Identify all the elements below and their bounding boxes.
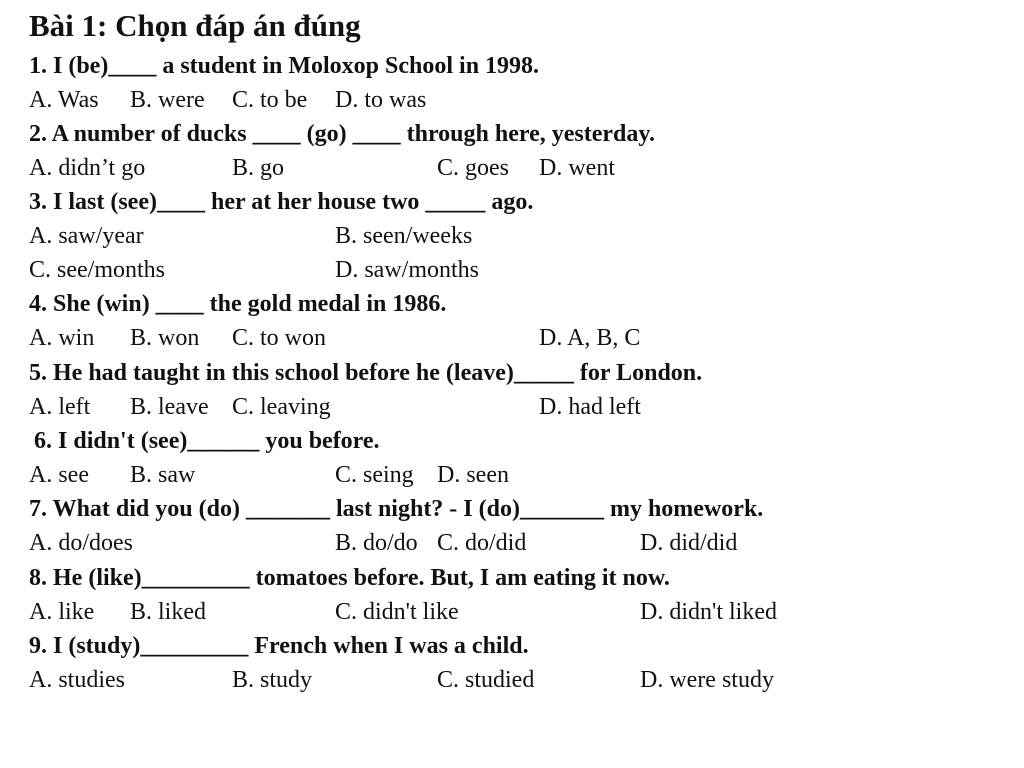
q2-option-a: A. didn’t go (29, 155, 146, 181)
q3-option-b: B. seen/weeks (335, 223, 473, 249)
q9-option-d: D. were study (640, 667, 774, 693)
question-9: 9. I (study)_________ French when I was a child. (29, 633, 529, 659)
q4-option-b: B. won (130, 325, 200, 351)
q7-option-b: B. do/do (335, 530, 418, 556)
q1-option-b: B. were (130, 87, 205, 113)
q5-option-a: A. left (29, 394, 91, 420)
q2-option-d: D. went (539, 155, 615, 181)
q9-option-b: B. study (232, 667, 313, 693)
q8-option-b: B. liked (130, 599, 206, 625)
q3-option-d: D. saw/months (335, 257, 479, 283)
question-4: 4. She (win) ____ the gold medal in 1986. (29, 291, 447, 317)
q4-option-a: A. win (29, 325, 95, 351)
q4-option-c: C. to won (232, 325, 327, 351)
q5-option-c: C. leaving (232, 394, 331, 420)
q1-option-d: D. to was (335, 87, 427, 113)
q8-option-a: A. like (29, 599, 95, 625)
q8-option-d: D. didn't liked (640, 599, 777, 625)
q4-option-d: D. A, B, C (539, 325, 641, 351)
q6-option-d: D. seen (437, 462, 509, 488)
q7-option-c: C. do/did (437, 530, 527, 556)
q5-option-d: D. had left (539, 394, 641, 420)
q8-option-c: C. didn't like (335, 599, 459, 625)
page-title: Bài 1: Chọn đáp án đúng (29, 8, 361, 43)
q6-option-b: B. saw (130, 462, 196, 488)
q9-option-c: C. studied (437, 667, 535, 693)
q3-option-a: A. saw/year (29, 223, 144, 249)
q7-option-a: A. do/does (29, 530, 133, 556)
q1-option-a: A. Was (29, 87, 99, 113)
question-5: 5. He had taught in this school before he (leave)_____ for London. (29, 360, 703, 386)
question-3: 3. I last (see)____ her at her house two _____ ago. (29, 189, 534, 215)
q3-option-c: C. see/months (29, 257, 165, 283)
q9-option-a: A. studies (29, 667, 125, 693)
q5-option-b: B. leave (130, 394, 209, 420)
q6-option-c: C. seing (335, 462, 414, 488)
question-6: 6. I didn't (see)______ you before. (34, 428, 380, 454)
question-2: 2. A number of ducks ____ (go) ____ through here, yesterday. (29, 121, 656, 147)
q1-option-c: C. to be (232, 87, 308, 113)
q2-option-b: B. go (232, 155, 285, 181)
question-1: 1. I (be)____ a student in Moloxop School in 1998. (29, 53, 540, 79)
question-8: 8. He (like)_________ tomatoes before. But, I am eating it now. (29, 565, 670, 591)
question-7: 7. What did you (do) _______ last night? - I (do)_______ my homework. (29, 496, 764, 522)
q7-option-d: D. did/did (640, 530, 738, 556)
q6-option-a: A. see (29, 462, 89, 488)
q2-option-c: C. goes (437, 155, 509, 181)
